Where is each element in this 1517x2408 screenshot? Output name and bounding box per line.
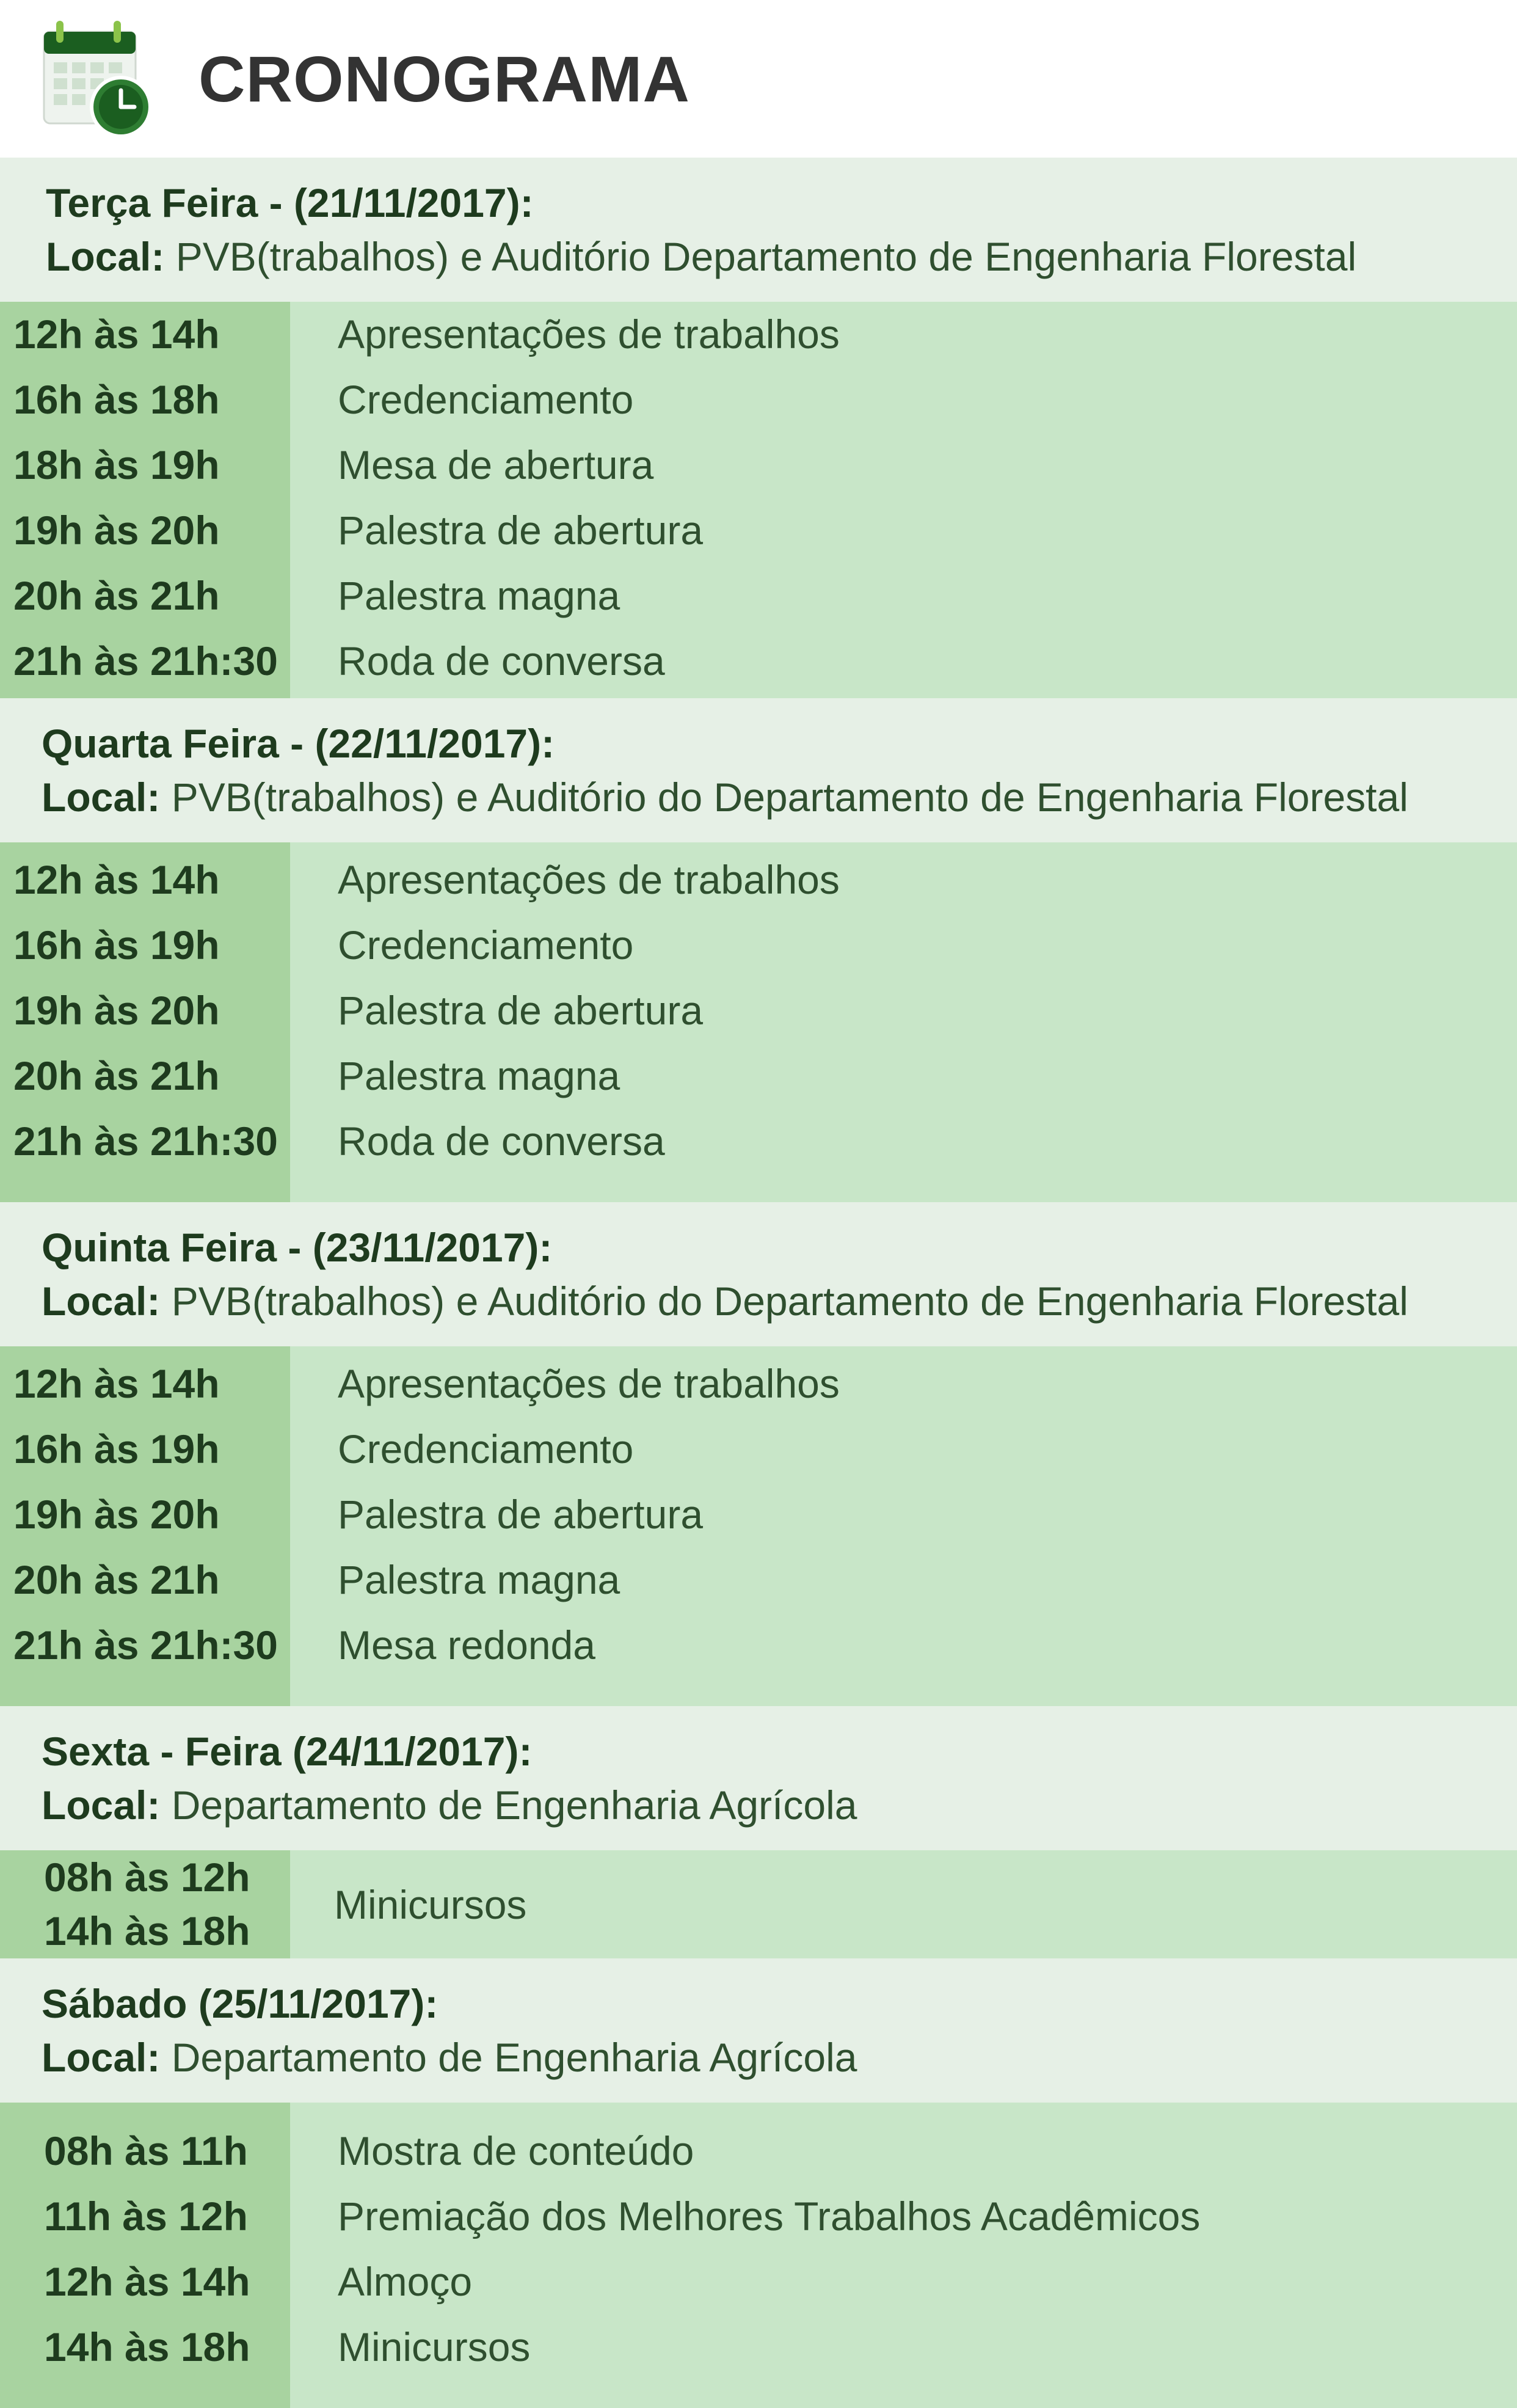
day-title: Terça Feira - (21/11/2017): (46, 180, 534, 225)
time-slot: 14h às 18h (44, 2324, 250, 2370)
activity: Roda de conversa (338, 638, 665, 684)
activity: Credenciamento (338, 1426, 634, 1472)
schedule (0, 158, 1517, 2408)
times-column (0, 1850, 290, 1958)
local-value: Departamento de Engenharia Agrícola (171, 2035, 857, 2080)
schedule-block-sexta (0, 1850, 1517, 1958)
local-value: PVB(trabalhos) e Auditório Departamento de Engenharia Florestal (175, 234, 1357, 279)
day-local (42, 770, 1517, 824)
day-title: Sexta - Feira (24/11/2017): (42, 1729, 533, 1774)
local-label: Local: (42, 775, 161, 820)
activity: Palestra magna (338, 1053, 620, 1098)
time-slot: 08h às 12h (44, 1855, 250, 1900)
activity: Mesa redonda (338, 1622, 595, 1668)
page-header (0, 0, 1517, 158)
activity: Palestra de abertura (338, 508, 704, 553)
day-header-sexta (0, 1706, 1517, 1850)
local-value: Departamento de Engenharia Agrícola (171, 1782, 857, 1828)
activity: Palestra magna (338, 1557, 620, 1602)
day-header-quarta (0, 698, 1517, 842)
activities-column (290, 1850, 1517, 1958)
day-title: Quarta Feira - (22/11/2017): (42, 721, 555, 766)
activities-column (290, 302, 1517, 698)
local-label: Local: (42, 1279, 161, 1324)
day-title: Sábado (25/11/2017): (42, 1981, 438, 2026)
day-local (42, 1778, 1517, 1832)
activity: Mesa de abertura (338, 442, 654, 487)
activity: Roda de conversa (338, 1118, 665, 1164)
times-column (0, 842, 290, 1202)
activity: Minicursos (334, 1881, 527, 1927)
activity: Palestra de abertura (338, 1492, 704, 1537)
page-title: CRONOGRAMA (198, 43, 690, 115)
activity: Palestra de abertura (338, 988, 704, 1033)
activity: Palestra magna (338, 573, 620, 618)
local-label: Local: (42, 2035, 161, 2080)
time-slot: 19h às 20h (13, 508, 220, 553)
time-slot: 20h às 21h (13, 1557, 220, 1602)
activity: Mostra de conteúdo (338, 2128, 694, 2173)
time-slot: 21h às 21h:30 (13, 1622, 278, 1668)
time-slot: 20h às 21h (13, 1053, 220, 1098)
local-label: Local: (46, 234, 165, 279)
calendar-clock-icon (42, 18, 158, 140)
activity: Apresentações de trabalhos (338, 1361, 840, 1406)
local-label: Local: (42, 1782, 161, 1828)
activity: Credenciamento (338, 922, 634, 968)
time-slot: 18h às 19h (13, 442, 220, 487)
activity: Almoço (338, 2259, 473, 2304)
day-title: Quinta Feira - (23/11/2017): (42, 1225, 553, 1270)
time-slot: 12h às 14h (13, 312, 220, 357)
time-slot: 20h às 21h (13, 573, 220, 618)
times-column (0, 2103, 290, 2408)
time-slot: 12h às 14h (44, 2259, 250, 2304)
day-header-quinta (0, 1202, 1517, 1346)
local-value: PVB(trabalhos) e Auditório do Departamento de Engenharia Florestal (171, 775, 1408, 820)
time-slot: 19h às 20h (13, 988, 220, 1033)
time-slot: 19h às 20h (13, 1492, 220, 1537)
day-local (46, 230, 1517, 283)
schedule-block-sabado (0, 2103, 1517, 2408)
time-slot: 11h às 12h (44, 2194, 248, 2239)
schedule-block-terca (0, 302, 1517, 698)
time-slot: 21h às 21h:30 (13, 638, 278, 684)
activities-column (290, 842, 1517, 1202)
day-header-sabado (0, 1958, 1517, 2103)
schedule-block-quinta (0, 1346, 1517, 1706)
activity: Apresentações de trabalhos (338, 312, 840, 357)
day-local (42, 1274, 1517, 1328)
times-column (0, 302, 290, 698)
time-slot: 21h às 21h:30 (13, 1118, 278, 1164)
day-local (42, 2030, 1517, 2084)
times-column (0, 1346, 290, 1706)
activity: Credenciamento (338, 377, 634, 422)
time-slot: 14h às 18h (44, 1908, 250, 1954)
time-slot: 08h às 11h (44, 2128, 248, 2173)
activities-column (290, 1346, 1517, 1706)
activities-column (290, 2103, 1517, 2408)
activity: Minicursos (338, 2324, 531, 2370)
time-slot: 16h às 19h (13, 1426, 220, 1472)
activity: Apresentações de trabalhos (338, 857, 840, 902)
time-slot: 16h às 19h (13, 922, 220, 968)
time-slot: 12h às 14h (13, 1361, 220, 1406)
schedule-block-quarta (0, 842, 1517, 1202)
time-slot: 16h às 18h (13, 377, 220, 422)
activity: Premiação dos Melhores Trabalhos Acadêmicos (338, 2194, 1201, 2239)
day-header-terca (0, 158, 1517, 302)
time-slot: 12h às 14h (13, 857, 220, 902)
local-value: PVB(trabalhos) e Auditório do Departamento de Engenharia Florestal (171, 1279, 1408, 1324)
